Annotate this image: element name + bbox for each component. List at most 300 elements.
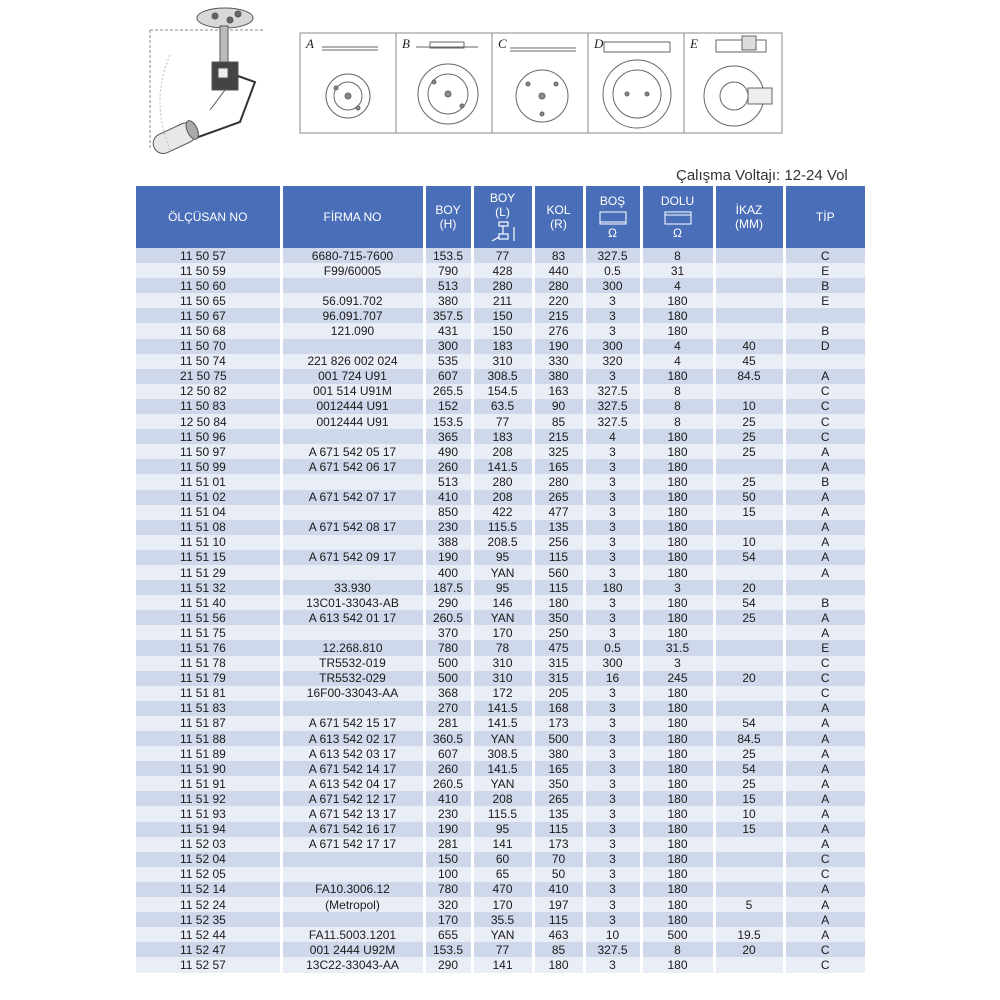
- cell-olcusan-no: 11 51 15: [136, 550, 281, 565]
- cell-boy-l: 308.5: [472, 369, 533, 384]
- table-body: [136, 248, 865, 973]
- cell-boy-h: 260: [424, 761, 472, 776]
- cell-boy-h: 153.5: [424, 942, 472, 957]
- cell-boy-h: 368: [424, 686, 472, 701]
- cell-firma-no: TR5532-029: [281, 671, 424, 686]
- cell-ikaz: 54: [714, 716, 784, 731]
- voltage-note: Çalışma Voltajı: 12-24 Vol: [676, 167, 848, 184]
- col-header-bos: [584, 186, 641, 248]
- cell-kol-r: 115: [533, 580, 584, 595]
- sensor-diagrams: [130, 0, 790, 172]
- table-row: [136, 505, 865, 520]
- table-row: [136, 912, 865, 927]
- cell-olcusan-no: 11 51 81: [136, 686, 281, 701]
- cell-dolu: 180: [641, 610, 714, 625]
- cell-tip: B: [784, 474, 865, 489]
- cell-dolu: 245: [641, 671, 714, 686]
- cell-ikaz: [714, 852, 784, 867]
- cell-tip: A: [784, 746, 865, 761]
- cell-tip: A: [784, 822, 865, 837]
- cell-dolu: 180: [641, 490, 714, 505]
- cell-bos: 3: [584, 806, 641, 821]
- cell-firma-no: A 613 542 03 17: [281, 746, 424, 761]
- cell-bos: 3: [584, 867, 641, 882]
- cell-kol-r: 205: [533, 686, 584, 701]
- cell-tip: [784, 308, 865, 323]
- cell-tip: A: [784, 791, 865, 806]
- cell-kol-r: 256: [533, 535, 584, 550]
- cell-tip: C: [784, 686, 865, 701]
- cell-tip: C: [784, 671, 865, 686]
- cell-bos: 3: [584, 444, 641, 459]
- spec-table: [136, 186, 865, 973]
- cell-ikaz: [714, 625, 784, 640]
- cell-kol-r: 350: [533, 776, 584, 791]
- cell-ikaz: 25: [714, 746, 784, 761]
- cell-tip: A: [784, 761, 865, 776]
- cell-dolu: 180: [641, 957, 714, 972]
- cell-ikaz: [714, 308, 784, 323]
- cell-kol-r: 380: [533, 746, 584, 761]
- height-diagram-icon: [488, 221, 518, 243]
- cell-tip: C: [784, 399, 865, 414]
- cell-firma-no: [281, 505, 424, 520]
- cell-tip: A: [784, 837, 865, 852]
- table-row: [136, 822, 865, 837]
- cell-bos: 3: [584, 731, 641, 746]
- cell-boy-l: 95: [472, 580, 533, 595]
- cell-firma-no: FA10.3006.12: [281, 882, 424, 897]
- cell-ikaz: 15: [714, 822, 784, 837]
- cell-bos: 327.5: [584, 384, 641, 399]
- cell-boy-l: 141: [472, 957, 533, 972]
- cell-firma-no: A 671 542 14 17: [281, 761, 424, 776]
- cell-olcusan-no: 11 51 29: [136, 565, 281, 580]
- cell-ikaz: 10: [714, 399, 784, 414]
- cell-kol-r: 165: [533, 459, 584, 474]
- cell-boy-h: 230: [424, 520, 472, 535]
- col-label: ÖLÇÜSAN NO: [168, 210, 248, 224]
- cell-boy-l: YAN: [472, 927, 533, 942]
- cell-bos: 16: [584, 671, 641, 686]
- cell-kol-r: 90: [533, 399, 584, 414]
- cell-olcusan-no: 11 51 87: [136, 716, 281, 731]
- cell-boy-h: 265.5: [424, 384, 472, 399]
- cell-boy-h: 513: [424, 474, 472, 489]
- cell-olcusan-no: 11 50 65: [136, 293, 281, 308]
- cell-tip: A: [784, 897, 865, 912]
- cell-dolu: 180: [641, 806, 714, 821]
- cell-bos: 300: [584, 339, 641, 354]
- cell-ikaz: [714, 882, 784, 897]
- cell-olcusan-no: 11 52 05: [136, 867, 281, 882]
- cell-boy-h: 410: [424, 791, 472, 806]
- cell-bos: 300: [584, 278, 641, 293]
- cell-tip: [784, 580, 865, 595]
- table-row: [136, 671, 865, 686]
- cell-firma-no: 13C01-33043-AB: [281, 595, 424, 610]
- cell-tip: A: [784, 444, 865, 459]
- cell-olcusan-no: 11 51 92: [136, 791, 281, 806]
- cell-dolu: 180: [641, 686, 714, 701]
- cell-bos: 327.5: [584, 399, 641, 414]
- cell-bos: 3: [584, 701, 641, 716]
- table-header-row: [136, 186, 865, 248]
- cell-bos: 3: [584, 791, 641, 806]
- cell-firma-no: 56.091.702: [281, 293, 424, 308]
- cell-boy-h: 260.5: [424, 776, 472, 791]
- cell-bos: 3: [584, 852, 641, 867]
- cell-kol-r: 180: [533, 595, 584, 610]
- cell-dolu: 180: [641, 444, 714, 459]
- col-label: FİRMA NO: [323, 210, 382, 224]
- cell-olcusan-no: 11 52 24: [136, 897, 281, 912]
- cell-boy-l: 172: [472, 686, 533, 701]
- cell-firma-no: A 671 542 13 17: [281, 806, 424, 821]
- cell-boy-h: 170: [424, 912, 472, 927]
- cell-ikaz: [714, 640, 784, 655]
- cell-dolu: 180: [641, 701, 714, 716]
- cell-boy-h: 270: [424, 701, 472, 716]
- cell-firma-no: A 671 542 08 17: [281, 520, 424, 535]
- cell-firma-no: [281, 339, 424, 354]
- cell-boy-h: 365: [424, 429, 472, 444]
- cell-boy-h: 360.5: [424, 731, 472, 746]
- cell-ikaz: [714, 263, 784, 278]
- variant-b-label: B: [402, 36, 410, 51]
- table-row: [136, 474, 865, 489]
- cell-bos: 300: [584, 656, 641, 671]
- cell-tip: A: [784, 716, 865, 731]
- table-row: [136, 414, 865, 429]
- cell-boy-h: 431: [424, 323, 472, 338]
- cell-boy-h: 150: [424, 852, 472, 867]
- cell-boy-h: 490: [424, 444, 472, 459]
- cell-boy-l: 208: [472, 444, 533, 459]
- cell-firma-no: 16F00-33043-AA: [281, 686, 424, 701]
- cell-dolu: 180: [641, 459, 714, 474]
- cell-firma-no: A 671 542 07 17: [281, 490, 424, 505]
- table-row: [136, 354, 865, 369]
- cell-boy-h: 513: [424, 278, 472, 293]
- cell-boy-h: 780: [424, 640, 472, 655]
- cell-olcusan-no: 11 52 35: [136, 912, 281, 927]
- cell-kol-r: 215: [533, 308, 584, 323]
- col-label: İKAZ: [735, 203, 763, 217]
- cell-boy-h: 300: [424, 339, 472, 354]
- cell-dolu: 8: [641, 248, 714, 263]
- table-row: [136, 278, 865, 293]
- cell-boy-h: 153.5: [424, 248, 472, 263]
- cell-firma-no: [281, 852, 424, 867]
- cell-olcusan-no: 11 52 03: [136, 837, 281, 852]
- cell-dolu: 180: [641, 505, 714, 520]
- cell-tip: B: [784, 595, 865, 610]
- cell-boy-l: 280: [472, 474, 533, 489]
- cell-kol-r: 163: [533, 384, 584, 399]
- empty-tank-icon: [596, 210, 630, 226]
- cell-kol-r: 350: [533, 610, 584, 625]
- cell-boy-h: 190: [424, 822, 472, 837]
- cell-boy-h: 260.5: [424, 610, 472, 625]
- cell-tip: C: [784, 957, 865, 972]
- cell-boy-h: 500: [424, 671, 472, 686]
- table-row: [136, 399, 865, 414]
- cell-dolu: 500: [641, 927, 714, 942]
- cell-olcusan-no: 11 51 01: [136, 474, 281, 489]
- table-row: [136, 323, 865, 338]
- cell-firma-no: [281, 701, 424, 716]
- table-row: [136, 248, 865, 263]
- table-row: [136, 882, 865, 897]
- cell-firma-no: [281, 565, 424, 580]
- cell-firma-no: A 671 542 16 17: [281, 822, 424, 837]
- cell-tip: C: [784, 248, 865, 263]
- table-row: [136, 444, 865, 459]
- cell-bos: 3: [584, 746, 641, 761]
- cell-dolu: 180: [641, 761, 714, 776]
- cell-olcusan-no: 11 51 93: [136, 806, 281, 821]
- fuel-sender-illustration: [130, 0, 790, 172]
- cell-dolu: 180: [641, 897, 714, 912]
- cell-ikaz: 25: [714, 429, 784, 444]
- cell-tip: A: [784, 912, 865, 927]
- cell-boy-h: 320: [424, 897, 472, 912]
- cell-ikaz: [714, 565, 784, 580]
- cell-olcusan-no: 11 50 97: [136, 444, 281, 459]
- cell-bos: 3: [584, 459, 641, 474]
- col-header-ikaz: [714, 186, 784, 248]
- cell-kol-r: 276: [533, 323, 584, 338]
- variant-e-label: E: [690, 36, 698, 51]
- cell-firma-no: 121.090: [281, 323, 424, 338]
- table-row: [136, 384, 865, 399]
- cell-boy-l: 63.5: [472, 399, 533, 414]
- cell-tip: A: [784, 550, 865, 565]
- cell-dolu: 180: [641, 474, 714, 489]
- cell-bos: 3: [584, 897, 641, 912]
- cell-firma-no: A 613 542 01 17: [281, 610, 424, 625]
- cell-bos: 3: [584, 957, 641, 972]
- cell-tip: [784, 354, 865, 369]
- table-row: [136, 656, 865, 671]
- cell-boy-h: 281: [424, 716, 472, 731]
- col-header-kol-r: [533, 186, 584, 248]
- cell-boy-l: 141.5: [472, 716, 533, 731]
- cell-kol-r: 85: [533, 414, 584, 429]
- cell-dolu: 8: [641, 384, 714, 399]
- cell-ikaz: 25: [714, 776, 784, 791]
- cell-boy-h: 790: [424, 263, 472, 278]
- cell-firma-no: A 613 542 04 17: [281, 776, 424, 791]
- table-row: [136, 852, 865, 867]
- table-row: [136, 429, 865, 444]
- cell-bos: 3: [584, 625, 641, 640]
- cell-boy-l: 170: [472, 897, 533, 912]
- cell-ikaz: [714, 293, 784, 308]
- variant-c-label: C: [498, 36, 507, 51]
- cell-boy-l: 115.5: [472, 806, 533, 821]
- cell-kol-r: 165: [533, 761, 584, 776]
- cell-boy-h: 607: [424, 369, 472, 384]
- cell-boy-l: 310: [472, 354, 533, 369]
- cell-boy-l: YAN: [472, 565, 533, 580]
- cell-firma-no: [281, 429, 424, 444]
- cell-boy-l: 150: [472, 323, 533, 338]
- cell-ikaz: 54: [714, 761, 784, 776]
- cell-kol-r: 83: [533, 248, 584, 263]
- cell-boy-l: 154.5: [472, 384, 533, 399]
- cell-kol-r: 440: [533, 263, 584, 278]
- cell-kol-r: 475: [533, 640, 584, 655]
- variant-a-label: A: [306, 36, 314, 51]
- cell-kol-r: 70: [533, 852, 584, 867]
- full-tank-icon: [661, 210, 695, 226]
- cell-boy-h: 780: [424, 882, 472, 897]
- cell-dolu: 8: [641, 399, 714, 414]
- cell-bos: 3: [584, 369, 641, 384]
- cell-ikaz: 25: [714, 444, 784, 459]
- cell-firma-no: TR5532-019: [281, 656, 424, 671]
- cell-olcusan-no: 11 51 91: [136, 776, 281, 791]
- cell-dolu: 180: [641, 625, 714, 640]
- cell-olcusan-no: 11 52 57: [136, 957, 281, 972]
- cell-boy-l: 470: [472, 882, 533, 897]
- cell-ikaz: 84.5: [714, 369, 784, 384]
- cell-boy-l: 211: [472, 293, 533, 308]
- table-row: [136, 701, 865, 716]
- cell-bos: 3: [584, 882, 641, 897]
- cell-ikaz: [714, 248, 784, 263]
- cell-firma-no: [281, 912, 424, 927]
- cell-boy-l: 35.5: [472, 912, 533, 927]
- cell-bos: 3: [584, 565, 641, 580]
- cell-ikaz: 54: [714, 550, 784, 565]
- cell-boy-h: 370: [424, 625, 472, 640]
- cell-bos: 3: [584, 550, 641, 565]
- cell-tip: A: [784, 610, 865, 625]
- cell-dolu: 180: [641, 776, 714, 791]
- cell-tip: C: [784, 384, 865, 399]
- table-row: [136, 550, 865, 565]
- cell-bos: 3: [584, 535, 641, 550]
- cell-firma-no: 12.268.810: [281, 640, 424, 655]
- cell-boy-l: 308.5: [472, 746, 533, 761]
- table-row: [136, 640, 865, 655]
- cell-bos: 3: [584, 520, 641, 535]
- cell-kol-r: 330: [533, 354, 584, 369]
- cell-dolu: 180: [641, 837, 714, 852]
- cell-dolu: 180: [641, 791, 714, 806]
- cell-boy-l: 95: [472, 550, 533, 565]
- table-row: [136, 686, 865, 701]
- cell-dolu: 180: [641, 293, 714, 308]
- cell-kol-r: 197: [533, 897, 584, 912]
- cell-dolu: 180: [641, 565, 714, 580]
- cell-tip: D: [784, 339, 865, 354]
- cell-ikaz: [714, 278, 784, 293]
- cell-kol-r: 135: [533, 806, 584, 821]
- cell-kol-r: 315: [533, 656, 584, 671]
- cell-bos: 3: [584, 323, 641, 338]
- cell-tip: A: [784, 882, 865, 897]
- cell-firma-no: [281, 535, 424, 550]
- cell-ikaz: [714, 384, 784, 399]
- cell-bos: 3: [584, 595, 641, 610]
- cell-kol-r: 265: [533, 791, 584, 806]
- cell-kol-r: 115: [533, 912, 584, 927]
- cell-boy-h: 260: [424, 459, 472, 474]
- cell-tip: C: [784, 429, 865, 444]
- cell-boy-h: 190: [424, 550, 472, 565]
- cell-firma-no: 33.930: [281, 580, 424, 595]
- cell-firma-no: A 671 542 17 17: [281, 837, 424, 852]
- col-header-boy-h: [424, 186, 472, 248]
- col-label: DOLU: [660, 194, 695, 208]
- cell-bos: 3: [584, 610, 641, 625]
- cell-dolu: 180: [641, 731, 714, 746]
- cell-olcusan-no: 11 51 76: [136, 640, 281, 655]
- cell-boy-l: 77: [472, 414, 533, 429]
- cell-kol-r: 168: [533, 701, 584, 716]
- col-sublabel: (MM): [735, 217, 763, 231]
- cell-boy-l: 77: [472, 942, 533, 957]
- cell-ikaz: 10: [714, 806, 784, 821]
- cell-dolu: 3: [641, 580, 714, 595]
- cell-olcusan-no: 11 51 75: [136, 625, 281, 640]
- cell-tip: A: [784, 520, 865, 535]
- cell-dolu: 180: [641, 882, 714, 897]
- cell-dolu: 180: [641, 595, 714, 610]
- cell-dolu: 4: [641, 278, 714, 293]
- cell-olcusan-no: 11 50 57: [136, 248, 281, 263]
- cell-olcusan-no: 11 51 79: [136, 671, 281, 686]
- cell-ikaz: 10: [714, 535, 784, 550]
- cell-firma-no: A 671 542 05 17: [281, 444, 424, 459]
- cell-bos: 327.5: [584, 414, 641, 429]
- cell-firma-no: A 613 542 02 17: [281, 731, 424, 746]
- cell-olcusan-no: 11 50 59: [136, 263, 281, 278]
- cell-dolu: 180: [641, 535, 714, 550]
- cell-tip: B: [784, 278, 865, 293]
- cell-olcusan-no: 12 50 84: [136, 414, 281, 429]
- cell-boy-l: 428: [472, 263, 533, 278]
- cell-kol-r: 135: [533, 520, 584, 535]
- table-row: [136, 293, 865, 308]
- cell-kol-r: 50: [533, 867, 584, 882]
- table-row: [136, 535, 865, 550]
- cell-olcusan-no: 11 51 78: [136, 656, 281, 671]
- cell-ikaz: [714, 957, 784, 972]
- cell-bos: 180: [584, 580, 641, 595]
- cell-olcusan-no: 11 51 40: [136, 595, 281, 610]
- cell-ikaz: 19.5: [714, 927, 784, 942]
- table-row: [136, 731, 865, 746]
- cell-ikaz: [714, 912, 784, 927]
- cell-kol-r: 500: [533, 731, 584, 746]
- cell-boy-l: 310: [472, 656, 533, 671]
- cell-kol-r: 477: [533, 505, 584, 520]
- cell-boy-l: YAN: [472, 731, 533, 746]
- col-header-tip: [784, 186, 865, 248]
- cell-ikaz: 45: [714, 354, 784, 369]
- cell-bos: 3: [584, 761, 641, 776]
- cell-tip: C: [784, 867, 865, 882]
- cell-firma-no: [281, 625, 424, 640]
- cell-bos: 3: [584, 308, 641, 323]
- cell-boy-h: 357.5: [424, 308, 472, 323]
- cell-kol-r: 250: [533, 625, 584, 640]
